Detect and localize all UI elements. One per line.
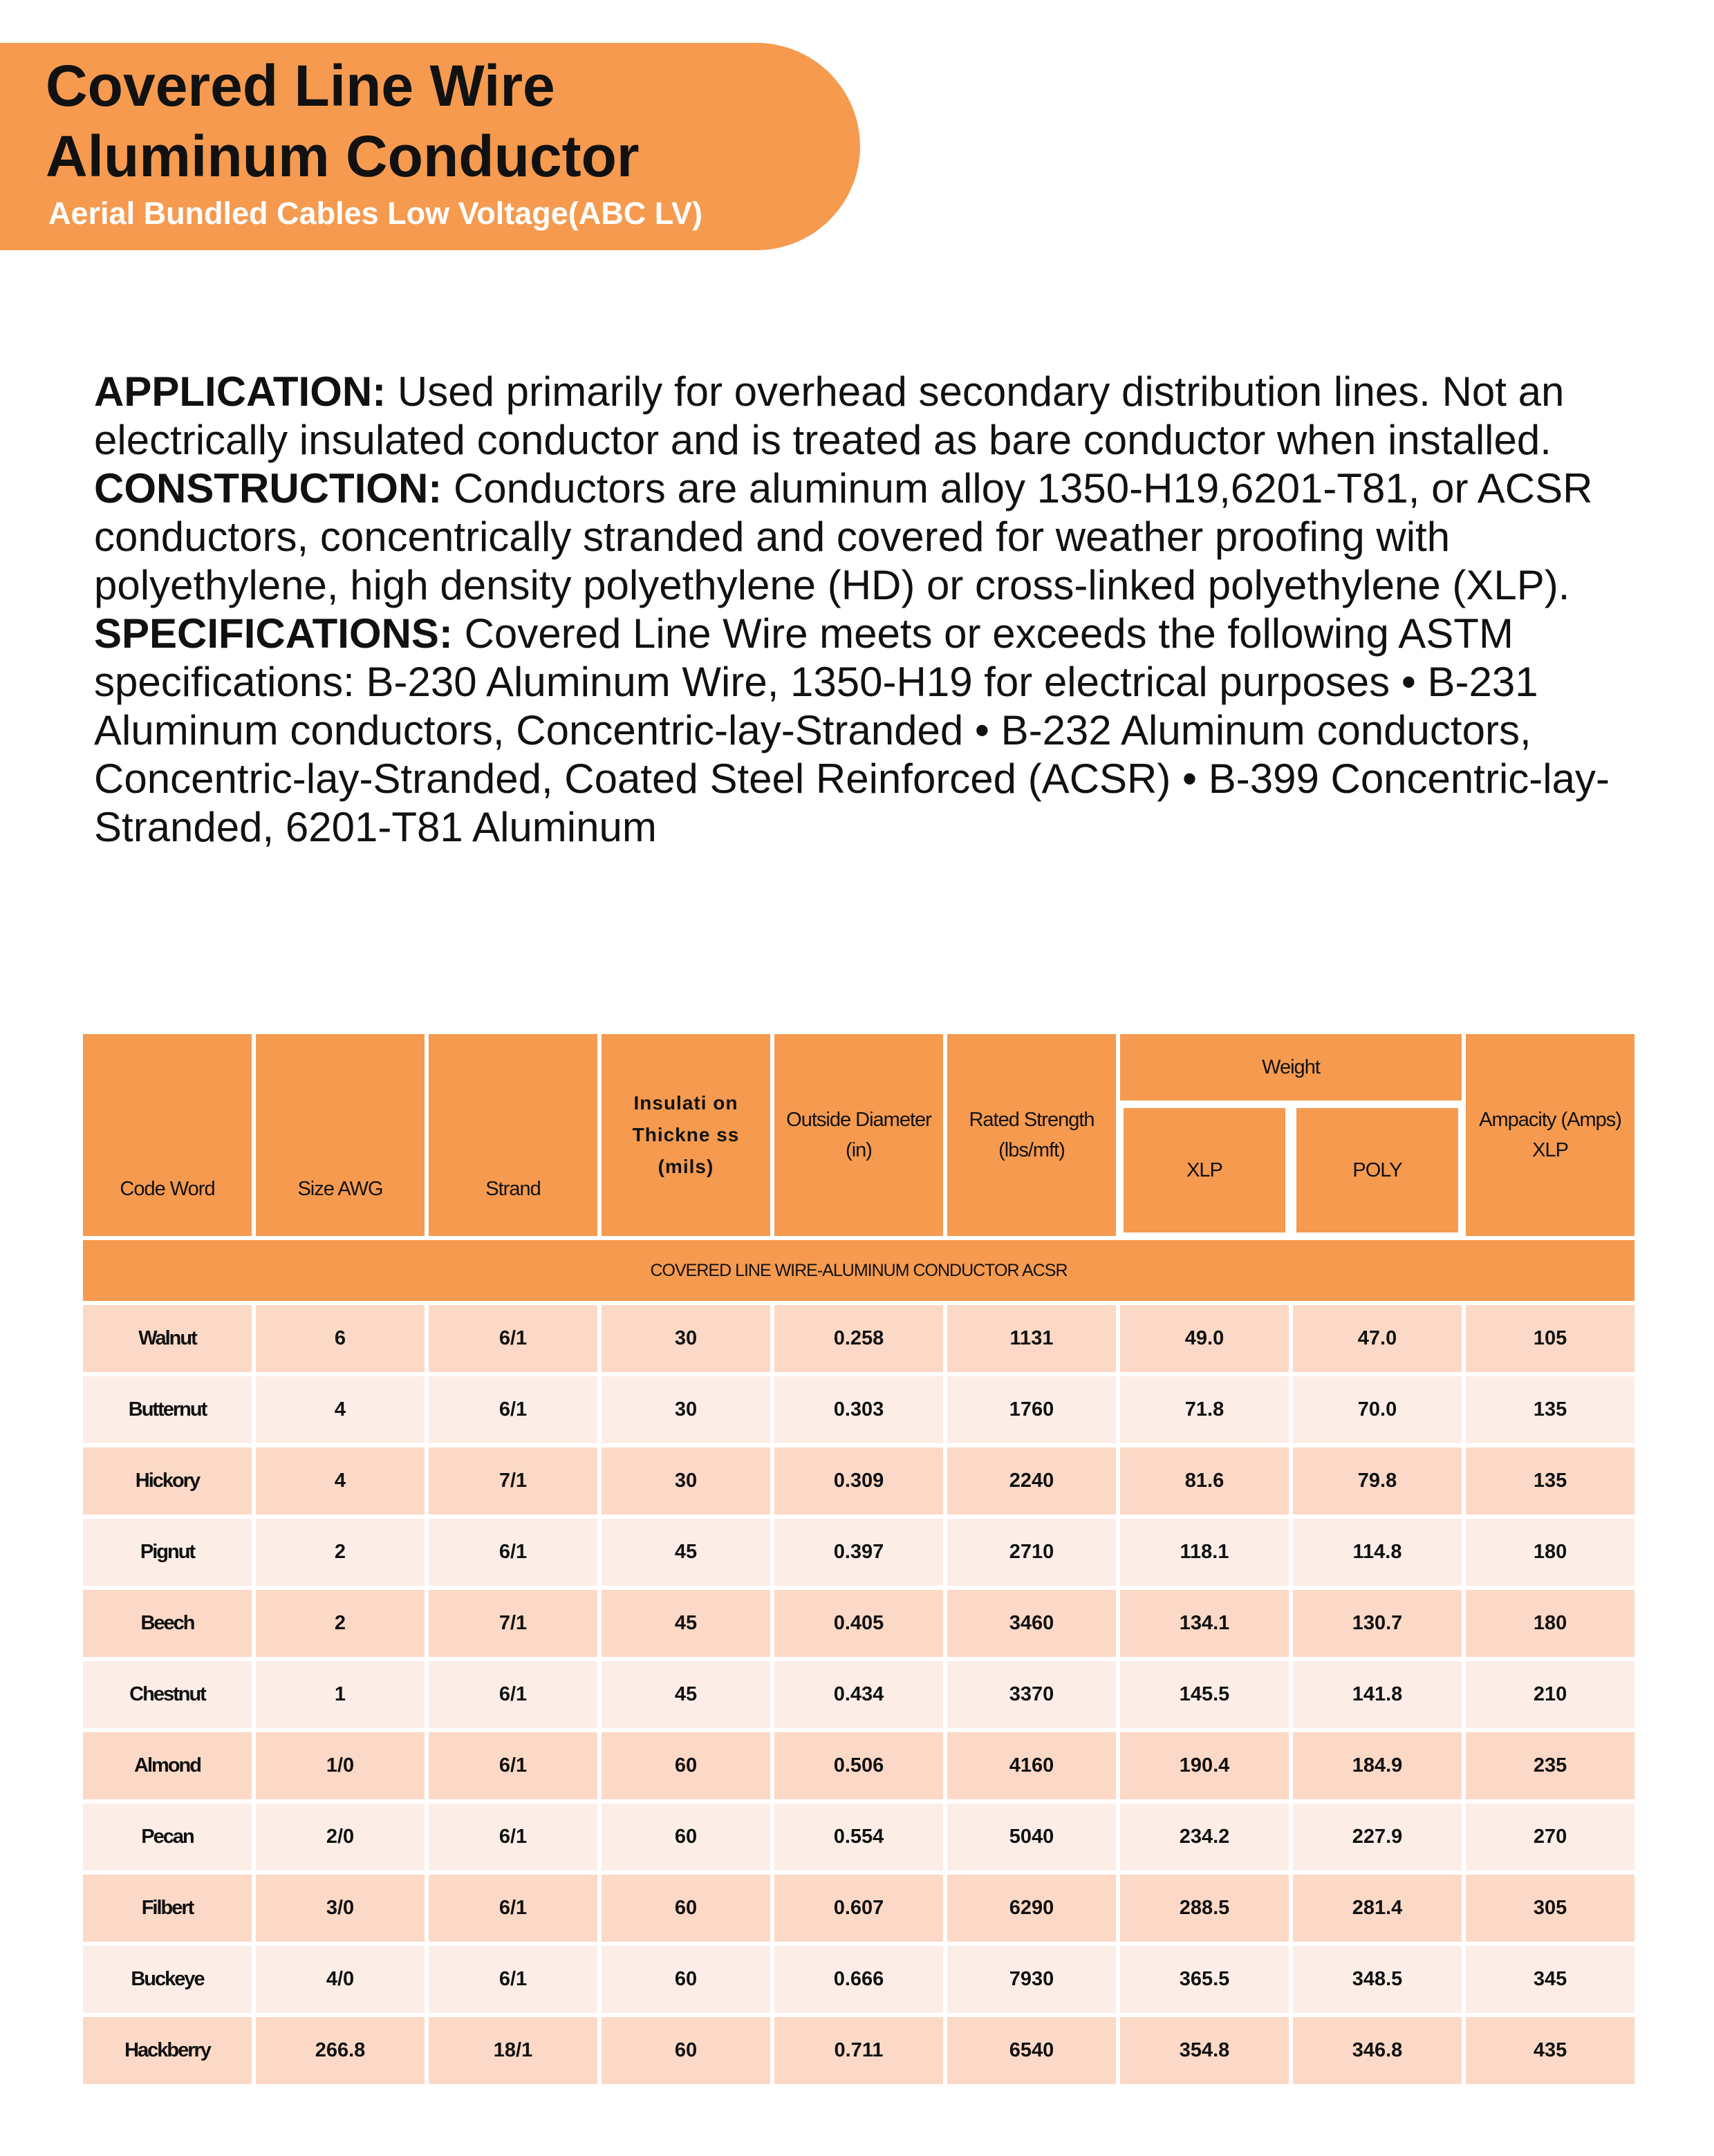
cell-code-word: Chestnut — [83, 1661, 252, 1728]
cell-weight-xlp: 134.1 — [1120, 1590, 1289, 1657]
table-row — [83, 1803, 1634, 1871]
cell-outside-diameter: 0.554 — [774, 1803, 943, 1871]
table-body — [83, 1305, 1634, 2084]
header-insulation-thickness: Insulati on Thickne ss (mils) — [602, 1034, 770, 1236]
cell-ampacity: 135 — [1466, 1447, 1634, 1515]
cell-strand: 6/1 — [429, 1661, 597, 1728]
cell-code-word: Buckeye — [83, 1946, 252, 2013]
cell-size-awg: 4 — [256, 1447, 425, 1515]
table-row — [83, 1661, 1634, 1728]
cell-ampacity: 435 — [1466, 2017, 1634, 2084]
cell-ampacity: 105 — [1466, 1305, 1634, 1372]
cell-code-word: Butternut — [83, 1376, 252, 1443]
cell-insulation: 60 — [602, 1946, 770, 2013]
cell-weight-xlp: 49.0 — [1120, 1305, 1289, 1372]
header-outside-diameter: Outside Diameter (in) — [774, 1034, 943, 1236]
cell-size-awg: 4/0 — [256, 1946, 425, 2013]
cell-rated-strength: 1760 — [947, 1376, 1116, 1443]
cell-ampacity: 270 — [1466, 1803, 1634, 1871]
cell-weight-xlp: 190.4 — [1120, 1732, 1289, 1799]
table-row — [83, 1519, 1634, 1586]
cell-ampacity: 180 — [1466, 1590, 1634, 1657]
table-row — [83, 1732, 1634, 1799]
cell-code-word: Hackberry — [83, 2017, 252, 2084]
cell-outside-diameter: 0.711 — [774, 2017, 943, 2084]
cell-strand: 6/1 — [429, 1519, 597, 1586]
cell-rated-strength: 3370 — [947, 1661, 1116, 1728]
section-header — [83, 1240, 1634, 1301]
description — [94, 368, 1643, 852]
cell-outside-diameter: 0.258 — [774, 1305, 943, 1372]
cell-strand: 6/1 — [429, 1946, 597, 2013]
cell-insulation: 45 — [602, 1661, 770, 1728]
cell-rated-strength: 7930 — [947, 1946, 1116, 2013]
cell-rated-strength: 6290 — [947, 1875, 1116, 1942]
cell-strand: 7/1 — [429, 1447, 597, 1515]
subtitle: Aerial Bundled Cables Low Voltage(ABC LV) — [48, 196, 702, 231]
cell-size-awg: 6 — [256, 1305, 425, 1372]
cell-weight-poly: 141.8 — [1293, 1661, 1462, 1728]
cell-insulation: 30 — [602, 1376, 770, 1443]
application-paragraph — [94, 368, 1643, 465]
cell-insulation: 30 — [602, 1305, 770, 1372]
cell-rated-strength: 2710 — [947, 1519, 1116, 1586]
cell-insulation: 45 — [602, 1590, 770, 1657]
header-rated-strength: Rated Strength (lbs/mft) — [947, 1034, 1116, 1236]
header-code-word: Code Word — [83, 1034, 252, 1236]
table-row — [83, 1376, 1634, 1443]
cell-code-word: Hickory — [83, 1447, 252, 1515]
cell-size-awg: 4 — [256, 1376, 425, 1443]
cell-weight-xlp: 288.5 — [1120, 1875, 1289, 1942]
cell-code-word: Pignut — [83, 1519, 252, 1586]
cell-strand: 18/1 — [429, 2017, 597, 2084]
cell-ampacity: 135 — [1466, 1376, 1634, 1443]
cell-ampacity: 180 — [1466, 1519, 1634, 1586]
cell-insulation: 45 — [602, 1519, 770, 1586]
header-weight-xlp: XLP — [1120, 1105, 1289, 1236]
cell-outside-diameter: 0.434 — [774, 1661, 943, 1728]
cell-weight-xlp: 234.2 — [1120, 1803, 1289, 1871]
cell-outside-diameter: 0.607 — [774, 1875, 943, 1942]
cell-outside-diameter: 0.506 — [774, 1732, 943, 1799]
table-row — [83, 1875, 1634, 1942]
cell-outside-diameter: 0.666 — [774, 1946, 943, 2013]
cell-ampacity: 345 — [1466, 1946, 1634, 2013]
cell-strand: 6/1 — [429, 1875, 597, 1942]
section-title: COVERED LINE WIRE-ALUMINUM CONDUCTOR ACSR — [83, 1240, 1634, 1301]
cell-weight-poly: 114.8 — [1293, 1519, 1462, 1586]
cell-weight-xlp: 365.5 — [1120, 1946, 1289, 2013]
cell-strand: 7/1 — [429, 1590, 597, 1657]
header-strand: Strand — [429, 1034, 597, 1236]
cell-rated-strength: 2240 — [947, 1447, 1116, 1515]
table-row — [83, 2017, 1634, 2084]
cell-strand: 6/1 — [429, 1376, 597, 1443]
cell-weight-xlp: 354.8 — [1120, 2017, 1289, 2084]
table-row — [83, 1590, 1634, 1657]
cell-size-awg: 2 — [256, 1519, 425, 1586]
cell-insulation: 60 — [602, 1803, 770, 1871]
specifications-text: Covered Line Wire meets or exceeds the following ASTM specifications: B-230 Aluminum Wire, 1350-H19 for electrical purposes • B-231 Aluminum conductors, Concentric-lay-Stranded • B-232 Aluminum conductors, Concentric-lay-Stranded, Coated Steel Reinforced (ACSR) • B-399 Concentric-lay-Stranded, 6201-T81 Aluminum — [94, 610, 1610, 850]
cell-code-word: Filbert — [83, 1875, 252, 1942]
cell-strand: 6/1 — [429, 1803, 597, 1871]
cell-ampacity: 305 — [1466, 1875, 1634, 1942]
title-banner — [0, 43, 860, 250]
cell-code-word: Beech — [83, 1590, 252, 1657]
cell-weight-poly: 346.8 — [1293, 2017, 1462, 2084]
header-weight: Weight — [1120, 1034, 1462, 1100]
construction-text: Conductors are aluminum alloy 1350-H19,6201-T81, or ACSR conductors, concentrically stranded and covered for weather proofing with polyethylene, high density polyethylene (HD) or cross-linked polyethylene (XLP). — [94, 465, 1593, 608]
cell-weight-poly: 184.9 — [1293, 1732, 1462, 1799]
cell-insulation: 30 — [602, 1447, 770, 1515]
cell-outside-diameter: 0.397 — [774, 1519, 943, 1586]
cell-outside-diameter: 0.303 — [774, 1376, 943, 1443]
cell-weight-poly: 79.8 — [1293, 1447, 1462, 1515]
title-line-2: Aluminum Conductor — [46, 124, 640, 189]
cell-ampacity: 210 — [1466, 1661, 1634, 1728]
cell-size-awg: 2 — [256, 1590, 425, 1657]
header-size-awg: Size AWG — [256, 1034, 425, 1236]
application-text: Used primarily for overhead secondary distribution lines. Not an electrically insulated conductor and is treated as bare conductor when installed. — [94, 368, 1565, 463]
header-ampacity: Ampacity (Amps) XLP — [1466, 1034, 1634, 1236]
cell-weight-poly: 227.9 — [1293, 1803, 1462, 1871]
cell-outside-diameter: 0.309 — [774, 1447, 943, 1515]
cell-rated-strength: 1131 — [947, 1305, 1116, 1372]
cell-insulation: 60 — [602, 2017, 770, 2084]
cell-weight-poly: 47.0 — [1293, 1305, 1462, 1372]
specifications-paragraph — [94, 610, 1643, 852]
specifications-label: SPECIFICATIONS: — [94, 610, 453, 657]
cell-weight-poly: 348.5 — [1293, 1946, 1462, 2013]
cell-weight-xlp: 145.5 — [1120, 1661, 1289, 1728]
cell-insulation: 60 — [602, 1732, 770, 1799]
cell-rated-strength: 4160 — [947, 1732, 1116, 1799]
spec-table — [79, 1030, 1639, 2088]
header-weight-poly: POLY — [1293, 1105, 1462, 1236]
cell-weight-poly: 130.7 — [1293, 1590, 1462, 1657]
cell-code-word: Almond — [83, 1732, 252, 1799]
table-row — [83, 1305, 1634, 1372]
cell-weight-poly: 70.0 — [1293, 1376, 1462, 1443]
cell-size-awg: 1/0 — [256, 1732, 425, 1799]
cell-ampacity: 235 — [1466, 1732, 1634, 1799]
cell-strand: 6/1 — [429, 1732, 597, 1799]
cell-insulation: 60 — [602, 1875, 770, 1942]
cell-rated-strength: 5040 — [947, 1803, 1116, 1871]
cell-weight-xlp: 81.6 — [1120, 1447, 1289, 1515]
table-header — [83, 1034, 1634, 1236]
application-label: APPLICATION: — [94, 368, 386, 415]
construction-label: CONSTRUCTION: — [94, 465, 443, 512]
cell-weight-xlp: 118.1 — [1120, 1519, 1289, 1586]
cell-strand: 6/1 — [429, 1305, 597, 1372]
cell-weight-poly: 281.4 — [1293, 1875, 1462, 1942]
cell-rated-strength: 6540 — [947, 2017, 1116, 2084]
cell-code-word: Pecan — [83, 1803, 252, 1871]
title-line-1: Covered Line Wire — [46, 53, 555, 118]
construction-paragraph — [94, 465, 1643, 610]
cell-code-word: Walnut — [83, 1305, 252, 1372]
table-row — [83, 1447, 1634, 1515]
cell-weight-xlp: 71.8 — [1120, 1376, 1289, 1443]
cell-outside-diameter: 0.405 — [774, 1590, 943, 1657]
cell-size-awg: 3/0 — [256, 1875, 425, 1942]
cell-size-awg: 266.8 — [256, 2017, 425, 2084]
table-row — [83, 1946, 1634, 2013]
cell-rated-strength: 3460 — [947, 1590, 1116, 1657]
cell-size-awg: 1 — [256, 1661, 425, 1728]
cell-size-awg: 2/0 — [256, 1803, 425, 1871]
